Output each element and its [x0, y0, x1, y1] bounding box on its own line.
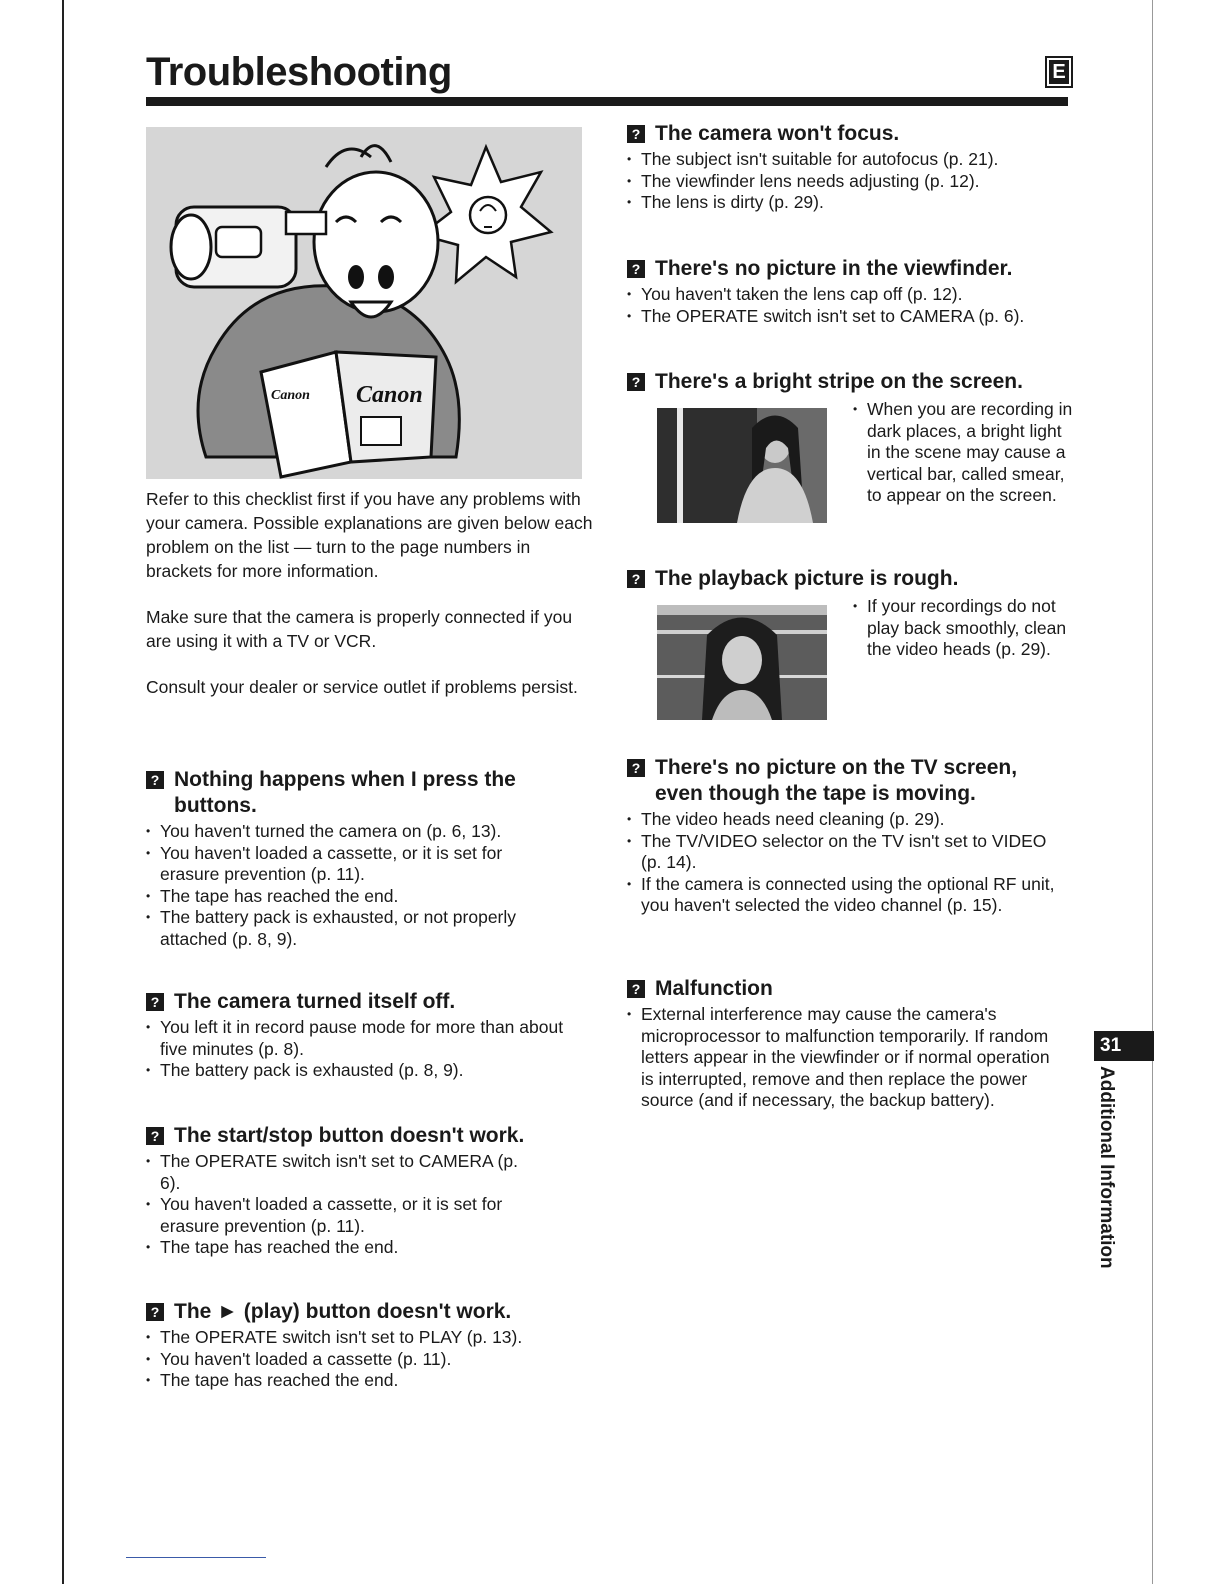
section-malfunction [627, 976, 1067, 1112]
section-camera-off [146, 989, 566, 1082]
question-icon: ? [627, 373, 645, 391]
section-title: There's no picture on the TV screen, even though the tape is moving. [655, 756, 1018, 805]
question-icon: ? [146, 771, 164, 789]
list-item: • You haven't loaded a cassette (p. 11). [146, 1349, 576, 1371]
section-title: Nothing happens when I press the buttons. [174, 768, 516, 817]
section-title: The ► (play) button doesn't work. [174, 1300, 512, 1323]
section-side-label: Additional Information [1096, 1066, 1117, 1269]
list-item: • The tape has reached the end. [146, 1237, 536, 1259]
intro-paragraph-2: Make sure that the camera is properly connected if you are using it with a TV or VCR. [146, 607, 573, 651]
language-badge: E [1045, 56, 1073, 88]
list-item: • You haven't loaded a cassette, or it is set for erasure prevention (p. 11). [146, 843, 566, 886]
list-item: • The lens is dirty (p. 29). [627, 192, 1067, 214]
intro-paragraph-3: Consult your dealer or service outlet if problems persist. [146, 677, 578, 697]
question-icon: ? [627, 980, 645, 998]
page-left-edge [62, 0, 64, 1584]
list-item: • The OPERATE switch isn't set to CAMERA (p. 6). [627, 306, 1072, 328]
section-title: The camera turned itself off. [174, 990, 456, 1013]
intro-paragraph-1: Refer to this checklist first if you have any problems with your camera. Possible explanations are given below each problem on the list — turn to the page numbers in brackets for more information. [146, 489, 593, 581]
list-item: • When you are recording in dark places, a bright light in the scene may cause a vertical bar, called smear, to appear on the screen. [853, 399, 1073, 507]
section-no-viewfinder-picture [627, 256, 1072, 327]
section-wont-focus [627, 121, 1067, 214]
smear-example-photo [657, 408, 827, 523]
question-icon: ? [146, 1303, 164, 1321]
section-no-tv-picture [627, 755, 1067, 917]
list-item: • The OPERATE switch isn't set to CAMERA (p. 6). [146, 1151, 536, 1194]
section-title: The camera won't focus. [655, 122, 900, 145]
manual-book [261, 352, 436, 477]
section-bright-stripe [627, 369, 1067, 395]
section-bright-stripe-text [853, 397, 1073, 507]
list-item: • The video heads need cleaning (p. 29). [627, 809, 1067, 831]
list-item: • You haven't loaded a cassette, or it is set for erasure prevention (p. 11). [146, 1194, 536, 1237]
list-item: • You haven't turned the camera on (p. 6, 13). [146, 821, 566, 843]
section-title: The playback picture is rough. [655, 567, 959, 590]
question-icon: ? [627, 125, 645, 143]
list-item: • If the camera is connected using the optional RF unit, you haven't selected the video channel (p. 15). [627, 874, 1067, 917]
list-item: • The tape has reached the end. [146, 1370, 576, 1392]
page-right-edge [1152, 0, 1153, 1584]
section-title: There's a bright stripe on the screen. [655, 370, 1023, 393]
list-item: • The battery pack is exhausted (p. 8, 9). [146, 1060, 566, 1082]
title-rule [146, 97, 1068, 106]
list-item: • The OPERATE switch isn't set to PLAY (p. 13). [146, 1327, 576, 1349]
list-item: • The battery pack is exhausted, or not properly attached (p. 8, 9). [146, 907, 566, 950]
book-brand-small: Canon [271, 388, 310, 403]
bottom-rule [126, 1557, 266, 1558]
section-rough-playback-text [853, 594, 1073, 661]
section-title: The start/stop button doesn't work. [174, 1124, 525, 1147]
list-item: • External interference may cause the camera's microprocessor to malfunction temporarily. If random letters appear in the viewfinder or if normal operation is interrupted, remove and then replace the power source (and if necessary, the backup battery). [627, 1004, 1067, 1112]
list-item: • The TV/VIDEO selector on the TV isn't set to VIDEO (p. 14). [627, 831, 1067, 874]
section-title: There's no picture in the viewfinder. [655, 257, 1013, 280]
page-number-tab: 31 [1094, 1031, 1154, 1061]
question-icon: ? [146, 993, 164, 1011]
cartoon-illustration [146, 127, 582, 479]
section-play-button [146, 1299, 576, 1392]
rough-playback-photo [657, 605, 827, 720]
list-item: • You haven't taken the lens cap off (p. 12). [627, 284, 1072, 306]
section-nothing-happens [146, 767, 566, 950]
list-item: • The viewfinder lens needs adjusting (p. 12). [627, 171, 1067, 193]
question-icon: ? [627, 759, 645, 777]
page-title: Troubleshooting [146, 50, 452, 94]
list-item: • You left it in record pause mode for more than about five minutes (p. 8). [146, 1017, 566, 1060]
list-item: • The tape has reached the end. [146, 886, 566, 908]
list-item: • The subject isn't suitable for autofocus (p. 21). [627, 149, 1067, 171]
list-item: • If your recordings do not play back smoothly, clean the video heads (p. 29). [853, 596, 1073, 661]
question-icon: ? [627, 570, 645, 588]
question-icon: ? [627, 260, 645, 278]
section-start-stop [146, 1123, 536, 1259]
question-icon: ? [146, 1127, 164, 1145]
section-rough-playback [627, 566, 1067, 592]
book-brand: Canon [356, 382, 423, 408]
section-title: Malfunction [655, 977, 773, 1000]
